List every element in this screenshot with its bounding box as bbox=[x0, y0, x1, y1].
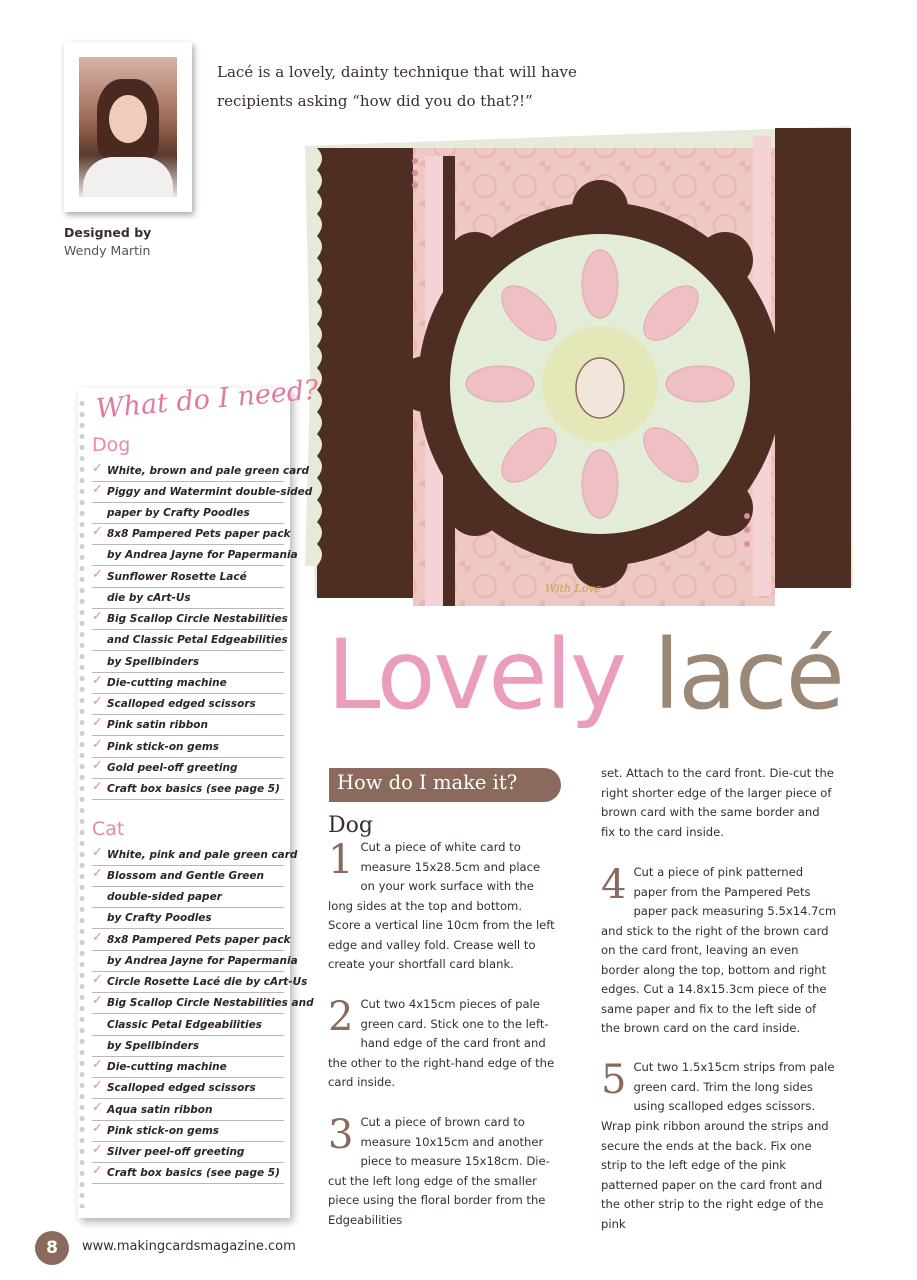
list-item: ✓ Piggy and Watermint double-sided bbox=[92, 481, 284, 503]
list-item: ✓ Die-cutting machine bbox=[92, 1056, 284, 1078]
designer-photo bbox=[79, 57, 177, 197]
intro-line-2: recipients asking “how did you do that?!” bbox=[217, 92, 533, 110]
step-text: Cut a piece of pink patterned paper from the Pampered Pets paper pack measuring 5.5x14.7cm and stick to the right of the brown card on the card front, leaving an even border along the top, bottom and right edges. Cut a 14.8x15.3cm piece of the same paper and fix to the left side of the brown card on the card inside. bbox=[601, 865, 837, 1035]
list-item: ✓ Blossom and Gentle Green bbox=[92, 865, 284, 887]
step-number: 1 bbox=[328, 837, 354, 883]
list-item: and Classic Petal Edgeabilities bbox=[92, 629, 284, 651]
step-number: 4 bbox=[601, 862, 627, 908]
list-item: ✓ Sunflower Rosette Lacé bbox=[92, 566, 284, 588]
title-part-lovely: Lovely bbox=[327, 619, 654, 731]
card-image bbox=[305, 126, 857, 610]
list-item: by Andrea Jayne for Papermania bbox=[92, 950, 284, 972]
intro-text bbox=[217, 58, 637, 116]
list-item: ✓ Scalloped edged scissors bbox=[92, 1077, 284, 1099]
list-item: ✓ Craft box basics (see page 5) bbox=[92, 778, 284, 800]
list-item: paper by Crafty Poodles bbox=[92, 502, 284, 524]
step-text: Cut two 1.5x15cm strips from pale green card. Trim the long sides using scalloped edges scissors. bbox=[633, 1060, 835, 1113]
title-part-lace: lacé bbox=[653, 619, 843, 731]
intro-line-1: Lacé is a lovely, dainty technique that will have bbox=[217, 63, 577, 81]
list-item: double-sided paper bbox=[92, 886, 284, 908]
list-item: ✓ 8x8 Pampered Pets paper pack bbox=[92, 929, 284, 951]
instructions-banner bbox=[329, 768, 561, 802]
list-item: Classic Petal Edgeabilities bbox=[92, 1014, 284, 1036]
website-url[interactable]: www.makingcardsmagazine.com bbox=[82, 1239, 296, 1254]
step-number: 2 bbox=[328, 994, 354, 1040]
step-text: Cut two 4x15cm pieces of pale green card. Stick one to the left-hand edge of the card front and the other to the right-hand edge of the card inside. bbox=[328, 997, 555, 1089]
step-1 bbox=[328, 838, 556, 975]
list-item: by Andrea Jayne for Papermania bbox=[92, 544, 284, 566]
card-greeting: With Love bbox=[545, 582, 602, 595]
list-item: die by cArt-Us bbox=[92, 587, 284, 609]
list-item: ✓ Pink satin ribbon bbox=[92, 714, 284, 736]
list-item: ✓ Scalloped edged scissors bbox=[92, 693, 284, 715]
list-item: by Spellbinders bbox=[92, 1035, 284, 1057]
list-item: ✓ White, pink and pale green card bbox=[92, 844, 284, 866]
requirements-panel bbox=[78, 374, 320, 1218]
step-4 bbox=[601, 863, 837, 1039]
step-3 bbox=[328, 1113, 556, 1230]
list-item: ✓ White, brown and pale green card bbox=[92, 460, 284, 482]
step-3-continued: set. Attach to the card front. Die-cut the right shorter edge of the larger piece of brown card with the same border and fix to the card inside. bbox=[601, 766, 834, 839]
designer-photo-frame bbox=[64, 42, 192, 212]
step-number: 5 bbox=[601, 1057, 627, 1103]
step-text: Cut a piece of white card to measure 15x28.5cm and place on your work surface with the long sides at the top and bottom. Score a vertical line 10cm from the left edge and valley fold. Crease well to create your shortfall card blank. bbox=[328, 840, 555, 971]
list-item: ✓ Circle Rosette Lacé die by cArt-Us bbox=[92, 971, 284, 993]
instructions-heading: Dog bbox=[328, 813, 373, 838]
notebook-holes bbox=[78, 398, 86, 1208]
list-item: by Spellbinders bbox=[92, 651, 284, 673]
instructions-banner-label: How do I make it? bbox=[337, 771, 518, 794]
article-title bbox=[327, 620, 843, 730]
cat-materials-heading: Cat bbox=[92, 818, 125, 840]
designed-by-label: Designed by bbox=[64, 225, 152, 240]
list-item: ✓ Big Scallop Circle Nestabilities bbox=[92, 608, 284, 630]
step-5-continued: Wrap pink ribbon around the strips and secure the ends at the back. Fix one strip to the left edge of the pink patterned paper on the card front and the other strip to the right edge of the pink bbox=[601, 1119, 829, 1231]
list-item: ✓ Die-cutting machine bbox=[92, 672, 284, 694]
page-number: 8 bbox=[35, 1231, 69, 1265]
step-number: 3 bbox=[328, 1112, 354, 1158]
list-item: by Crafty Poodles bbox=[92, 907, 284, 929]
requirements-title: What do I need? bbox=[94, 374, 320, 425]
designer-name: Wendy Martin bbox=[64, 243, 151, 258]
dog-materials-heading: Dog bbox=[92, 434, 131, 456]
list-item: ✓ Big Scallop Circle Nestabilities and bbox=[92, 992, 284, 1014]
designer-credit bbox=[64, 224, 151, 260]
list-item: ✓ Pink stick-on gems bbox=[92, 736, 284, 758]
list-item: ✓ Aqua satin ribbon bbox=[92, 1099, 284, 1121]
list-item: ✓ Silver peel-off greeting bbox=[92, 1141, 284, 1163]
list-item: ✓ Craft box basics (see page 5) bbox=[92, 1162, 284, 1184]
step-2 bbox=[328, 995, 556, 1093]
step-5 bbox=[601, 1058, 837, 1117]
card-illustration bbox=[305, 126, 857, 610]
step-text: Cut a piece of brown card to measure 10x15cm and another piece to measure 15x18cm. Die-cut the left long edge of the smaller piece using the floral border from the Edgeabilities bbox=[328, 1115, 550, 1227]
list-item: ✓ Pink stick-on gems bbox=[92, 1120, 284, 1142]
list-item: ✓ Gold peel-off greeting bbox=[92, 757, 284, 779]
list-item: ✓ 8x8 Pampered Pets paper pack bbox=[92, 523, 284, 545]
